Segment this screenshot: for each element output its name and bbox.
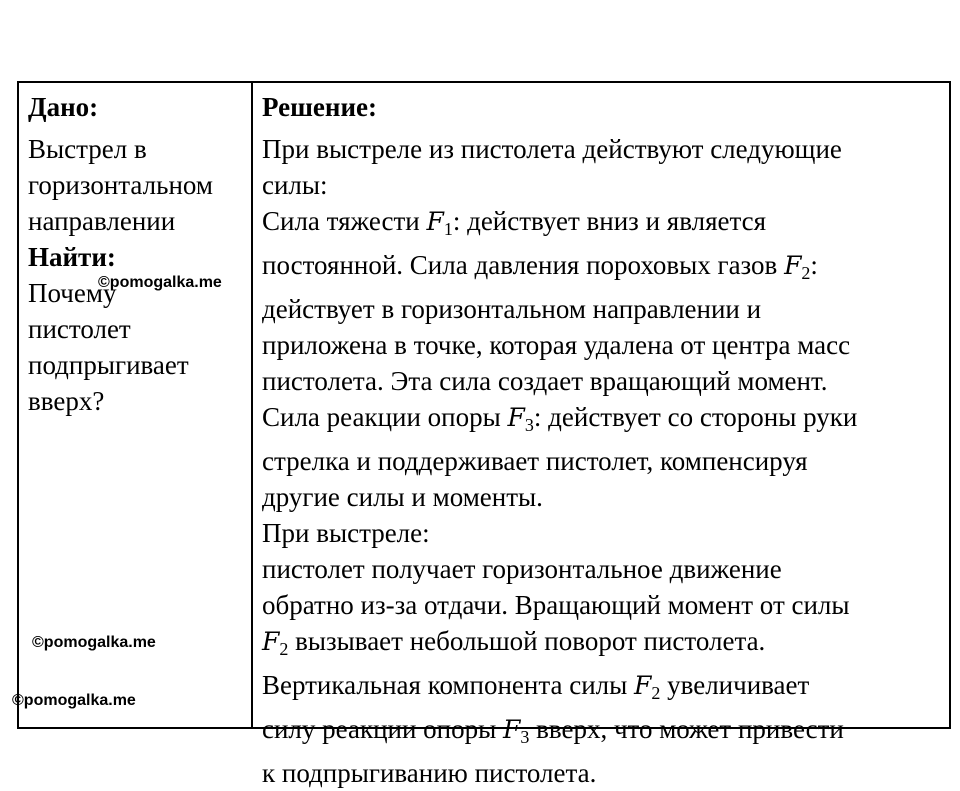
solution-line: стрелка и поддерживает пистолет, компенсируя [262, 446, 808, 476]
text-segment: : [810, 250, 818, 280]
solution-line: При выстреле из пистолета действуют следующие [262, 134, 842, 164]
given-line: Выстрел в [28, 134, 147, 164]
force-symbol: F [784, 251, 802, 280]
text-segment: Вертикальная компонента силы [262, 670, 635, 700]
solution-line: приложена в точке, которая удалена от центра масс [262, 330, 851, 360]
solution-line [262, 623, 952, 667]
given-line: направлении [28, 206, 176, 236]
given-find-column [28, 89, 248, 419]
force-subscript: 3 [524, 415, 534, 435]
solution-line [262, 399, 952, 443]
text-segment: вызывает небольшой поворот пистолета. [288, 626, 766, 656]
text-segment: : действует со стороны руки [533, 402, 858, 432]
text-segment: вверх, что может привести [529, 714, 844, 744]
watermark: ©pomogalka.me [12, 692, 136, 709]
find-heading: Найти: [28, 242, 116, 272]
find-line: подпрыгивает [28, 350, 189, 380]
solution-column [262, 89, 952, 791]
solution-line: к подпрыгиванию пистолета. [262, 758, 597, 788]
force-subscript: 3 [520, 727, 530, 747]
solution-line: пистолета. Эта сила создает вращающий момент. [262, 366, 828, 396]
solution-line [262, 711, 952, 755]
text-segment: Сила тяжести [262, 206, 427, 236]
column-divider [251, 83, 253, 727]
solution-line [262, 247, 952, 291]
text-segment: Сила реакции опоры [262, 402, 508, 432]
given-heading: Дано: [28, 92, 99, 122]
find-line: Почему [28, 278, 117, 308]
force-symbol: F [426, 207, 444, 236]
force-subscript: 2 [651, 683, 661, 703]
force-symbol: F [634, 671, 652, 700]
solution-table [17, 81, 951, 788]
solution-line: При выстреле: [262, 518, 430, 548]
force-symbol: F [262, 627, 280, 656]
force-symbol: F [503, 715, 521, 744]
watermark: ©pomogalka.me [32, 634, 156, 651]
text-segment: постоянной. Сила давления пороховых газов [262, 250, 785, 280]
force-subscript: 2 [279, 639, 289, 659]
solution-line: другие силы и моменты. [262, 482, 543, 512]
given-line: горизонтальном [28, 170, 213, 200]
solution-line: силы: [262, 170, 328, 200]
text-segment: : действует вниз и является [452, 206, 767, 236]
solution-heading: Решение: [262, 92, 377, 122]
force-subscript: 2 [801, 263, 811, 283]
find-line: пистолет [28, 314, 131, 344]
solution-line: пистолет получает горизонтальное движение [262, 554, 782, 584]
force-symbol: F [507, 403, 525, 432]
force-subscript: 1 [443, 219, 453, 239]
solution-line: обратно из-за отдачи. Вращающий момент от силы [262, 590, 850, 620]
watermark: ©pomogalka.me [98, 274, 222, 291]
find-line: вверх? [28, 386, 105, 416]
solution-line [262, 667, 952, 711]
text-segment: увеличивает [660, 670, 810, 700]
solution-line [262, 203, 952, 247]
solution-line: действует в горизонтальном направлении и [262, 294, 762, 324]
text-segment: силу реакции опоры [262, 714, 504, 744]
